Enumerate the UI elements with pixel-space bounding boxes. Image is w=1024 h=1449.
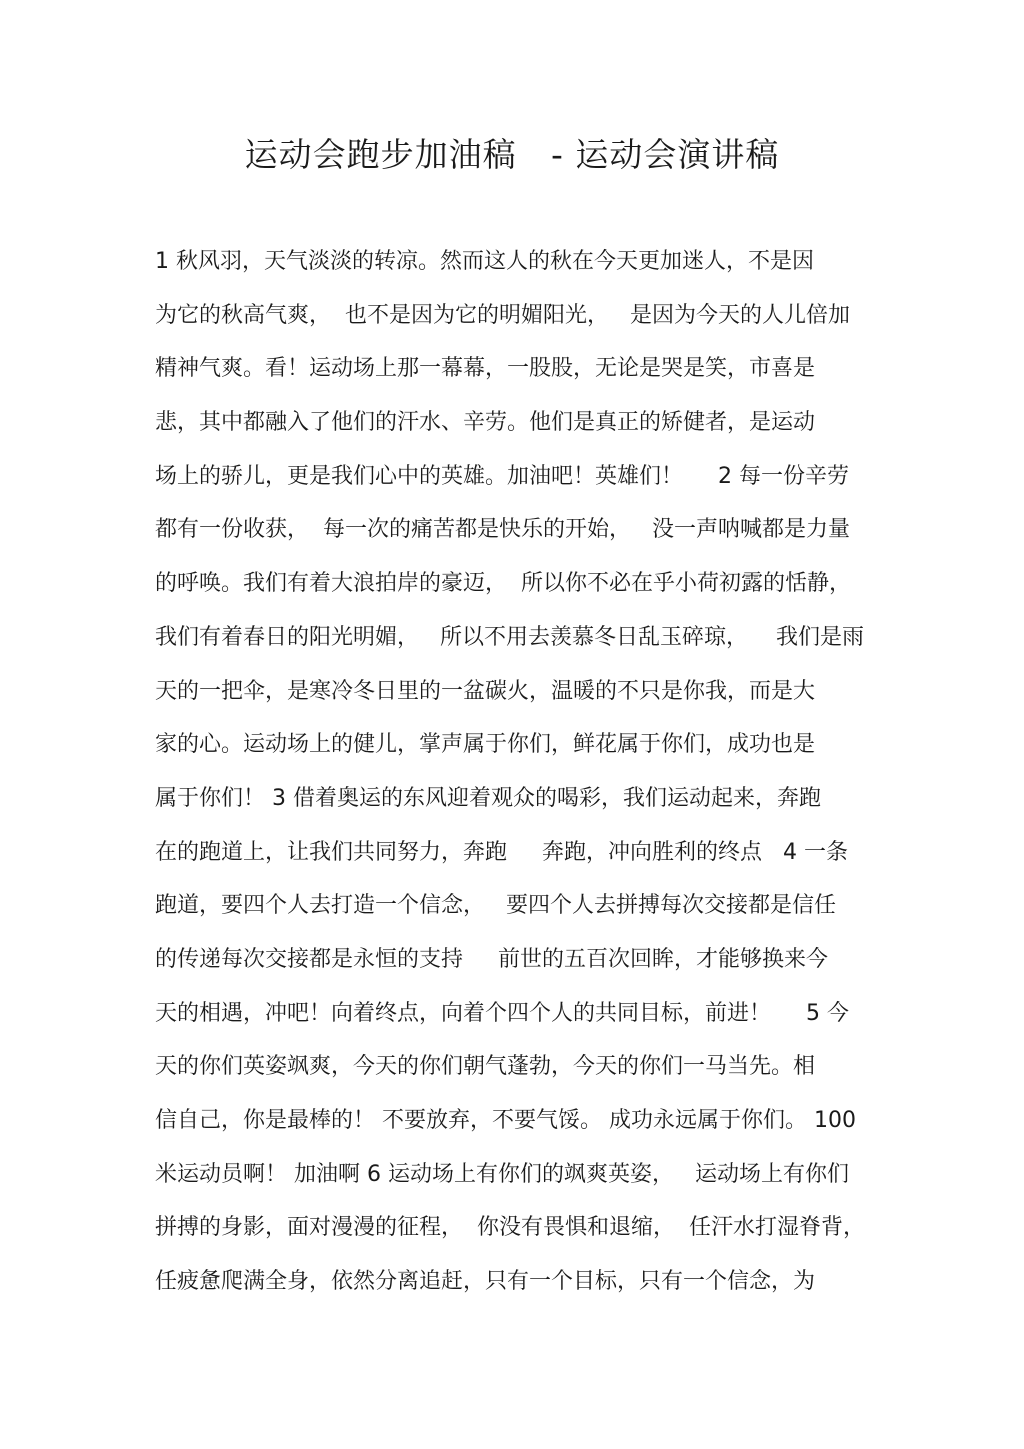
body-line: 的呼唤。我们有着大浪拍岸的豪迈， 所以你不必在乎小荷初露的恬静， (155, 571, 851, 597)
body-line: 属于你们！ 3 借着奥运的东风迎着观众的喝彩，我们运动起来，奔跑 (155, 785, 821, 811)
body-line: 的传递每次交接都是永恒的支持 前世的五百次回眸，才能够换来今 (155, 946, 828, 972)
body-line: 场上的骄儿，更是我们心中的英雄。加油吧！英雄们！ 2 每一份辛劳 (155, 463, 849, 489)
body-line: 天的你们英姿飒爽，今天的你们朝气蓬勃，今天的你们一马当先。相 (155, 1054, 816, 1080)
body-line: 1 秋风羽，天气淡淡的转凉。然而这人的秋在今天更加迷人，不是因 (155, 249, 814, 274)
body-line: 为它的秋高气爽， 也不是因为它的明媚阳光， 是因为今天的人儿倍加 (155, 302, 850, 328)
body-line: 在的跑道上，让我们共同努力，奔跑 奔跑，冲向胜利的终点 4 一条 (155, 839, 848, 865)
body-line: 跑道，要四个人去打造一个信念， 要四个人去拼搏每次交接都是信任 (155, 893, 836, 919)
body-line: 任疲惫爬满全身，依然分离追赶，只有一个目标，只有一个信念，为 (155, 1269, 816, 1295)
body-line: 精神气爽。看！运动场上那一幕幕，一股股，无论是哭是笑，市喜是 (155, 356, 816, 382)
body-line: 拼搏的身影，面对漫漫的征程， 你没有畏惧和退缩， 任汗水打湿脊背， (155, 1215, 865, 1241)
body-line: 米运动员啊！ 加油啊 6 运动场上有你们的飒爽英姿， 运动场上有你们 (155, 1161, 849, 1187)
body-line: 家的心。运动场上的健儿，掌声属于你们，鲜花属于你们，成功也是 (155, 732, 816, 758)
body-line: 都有一份收获， 每一次的痛苦都是快乐的开始， 没一声呐喊都是力量 (155, 517, 850, 543)
body-line: 天的相遇，冲吧！向着终点，向着个四个人的共同目标，前进！ 5 今 (155, 1000, 849, 1026)
document-body (155, 240, 915, 1314)
body-line: 信自己，你是最棒的！ 不要放弃，不要气馁。 成功永远属于你们。 100 (155, 1108, 856, 1133)
document-title: 运动会跑步加油稿 - 运动会演讲稿 (244, 135, 780, 174)
body-line: 悲，其中都融入了他们的汗水、辛劳。他们是真正的矫健者，是运动 (155, 410, 816, 436)
body-line: 我们有着春日的阳光明媚， 所以不用去羡慕冬日乱玉碎琼， 我们是雨 (155, 624, 864, 650)
body-line: 天的一把伞，是寒冷冬日里的一盆碳火，温暖的不只是你我，而是大 (155, 678, 816, 704)
